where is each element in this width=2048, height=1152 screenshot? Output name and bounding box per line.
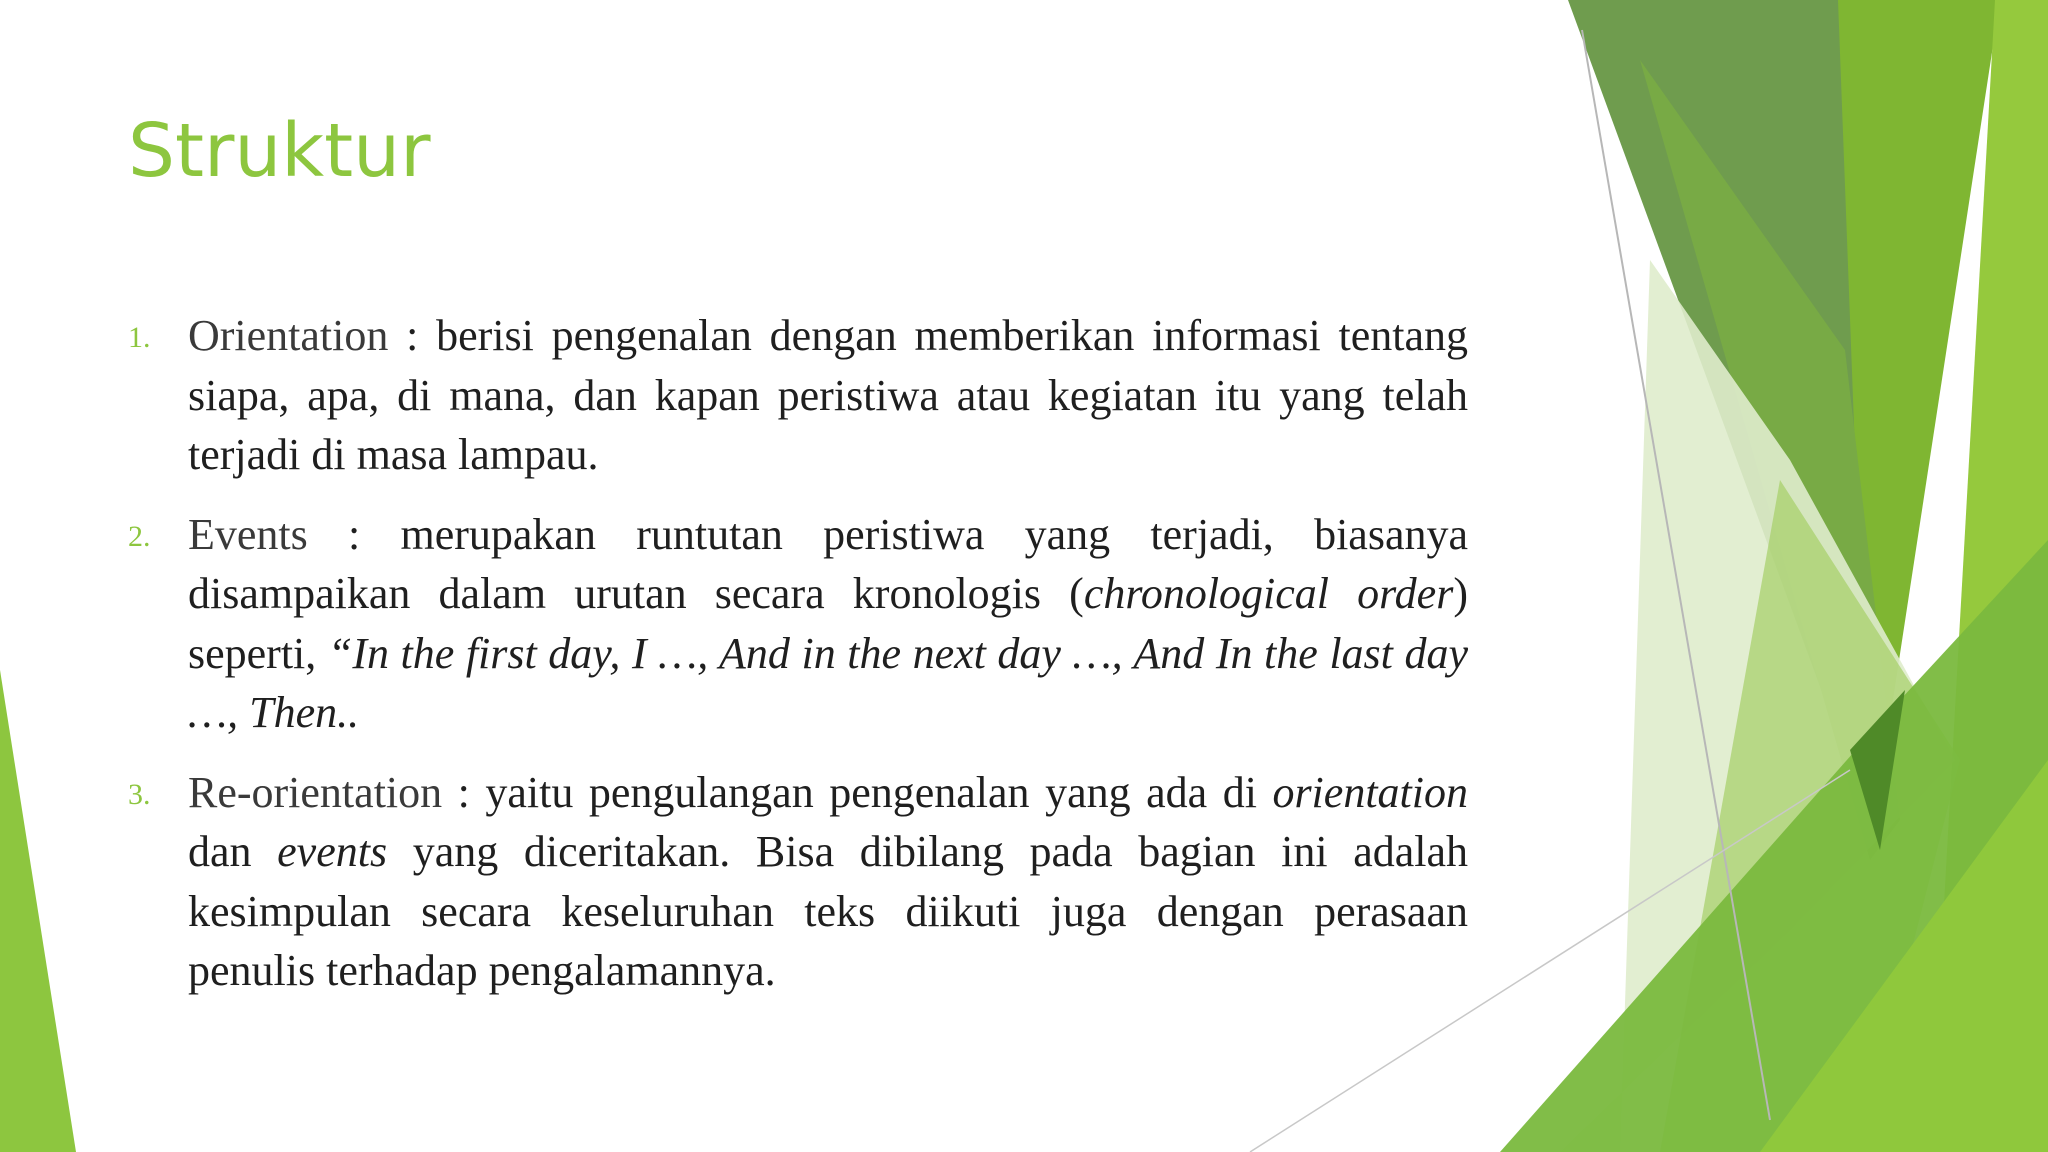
item-text: ) seperti, bbox=[188, 569, 1468, 678]
item-italic-quote: “In the first day, I …, And in the next day …, And In the last day …, Then.. bbox=[188, 628, 1468, 737]
term-events: Events bbox=[188, 509, 308, 559]
list-number: 2. bbox=[128, 519, 151, 553]
slide-title: Struktur bbox=[128, 108, 431, 194]
list-number: 1. bbox=[128, 321, 151, 354]
item-italic-text: chronological order bbox=[1083, 569, 1454, 618]
list-item-events bbox=[128, 505, 1468, 743]
item-italic-text: events bbox=[277, 827, 388, 876]
term-orientation: Orientation bbox=[188, 311, 389, 360]
item-text: : merupakan runtutan peristiwa yang terjadi, biasanya disampaikan dalam urutan secara kronologis ( bbox=[188, 509, 1468, 618]
item-text: : yaitu pengulangan pengenalan yang ada di bbox=[442, 767, 1273, 817]
item-text: : berisi pengenalan dengan memberikan informasi tentang siapa, apa, di mana, dan kapan peristiwa atau kegiatan itu yang telah terjadi di masa lampau. bbox=[188, 311, 1468, 479]
structure-list bbox=[128, 306, 1468, 1021]
item-text: dan bbox=[188, 827, 278, 876]
list-item-re-orientation bbox=[128, 763, 1468, 1001]
term-re-orientation: Re-orientation bbox=[188, 767, 443, 817]
item-text: yang diceritakan. Bisa dibilang pada bagian ini adalah kesimpulan secara keseluruhan teks diikuti juga dengan perasaan penulis terhadap pengalamannya. bbox=[188, 827, 1469, 995]
list-item-orientation bbox=[128, 306, 1468, 485]
deco-shape-left-wedge bbox=[0, 670, 76, 1152]
list-number: 3. bbox=[128, 777, 151, 811]
item-italic-text: orientation bbox=[1272, 767, 1468, 817]
